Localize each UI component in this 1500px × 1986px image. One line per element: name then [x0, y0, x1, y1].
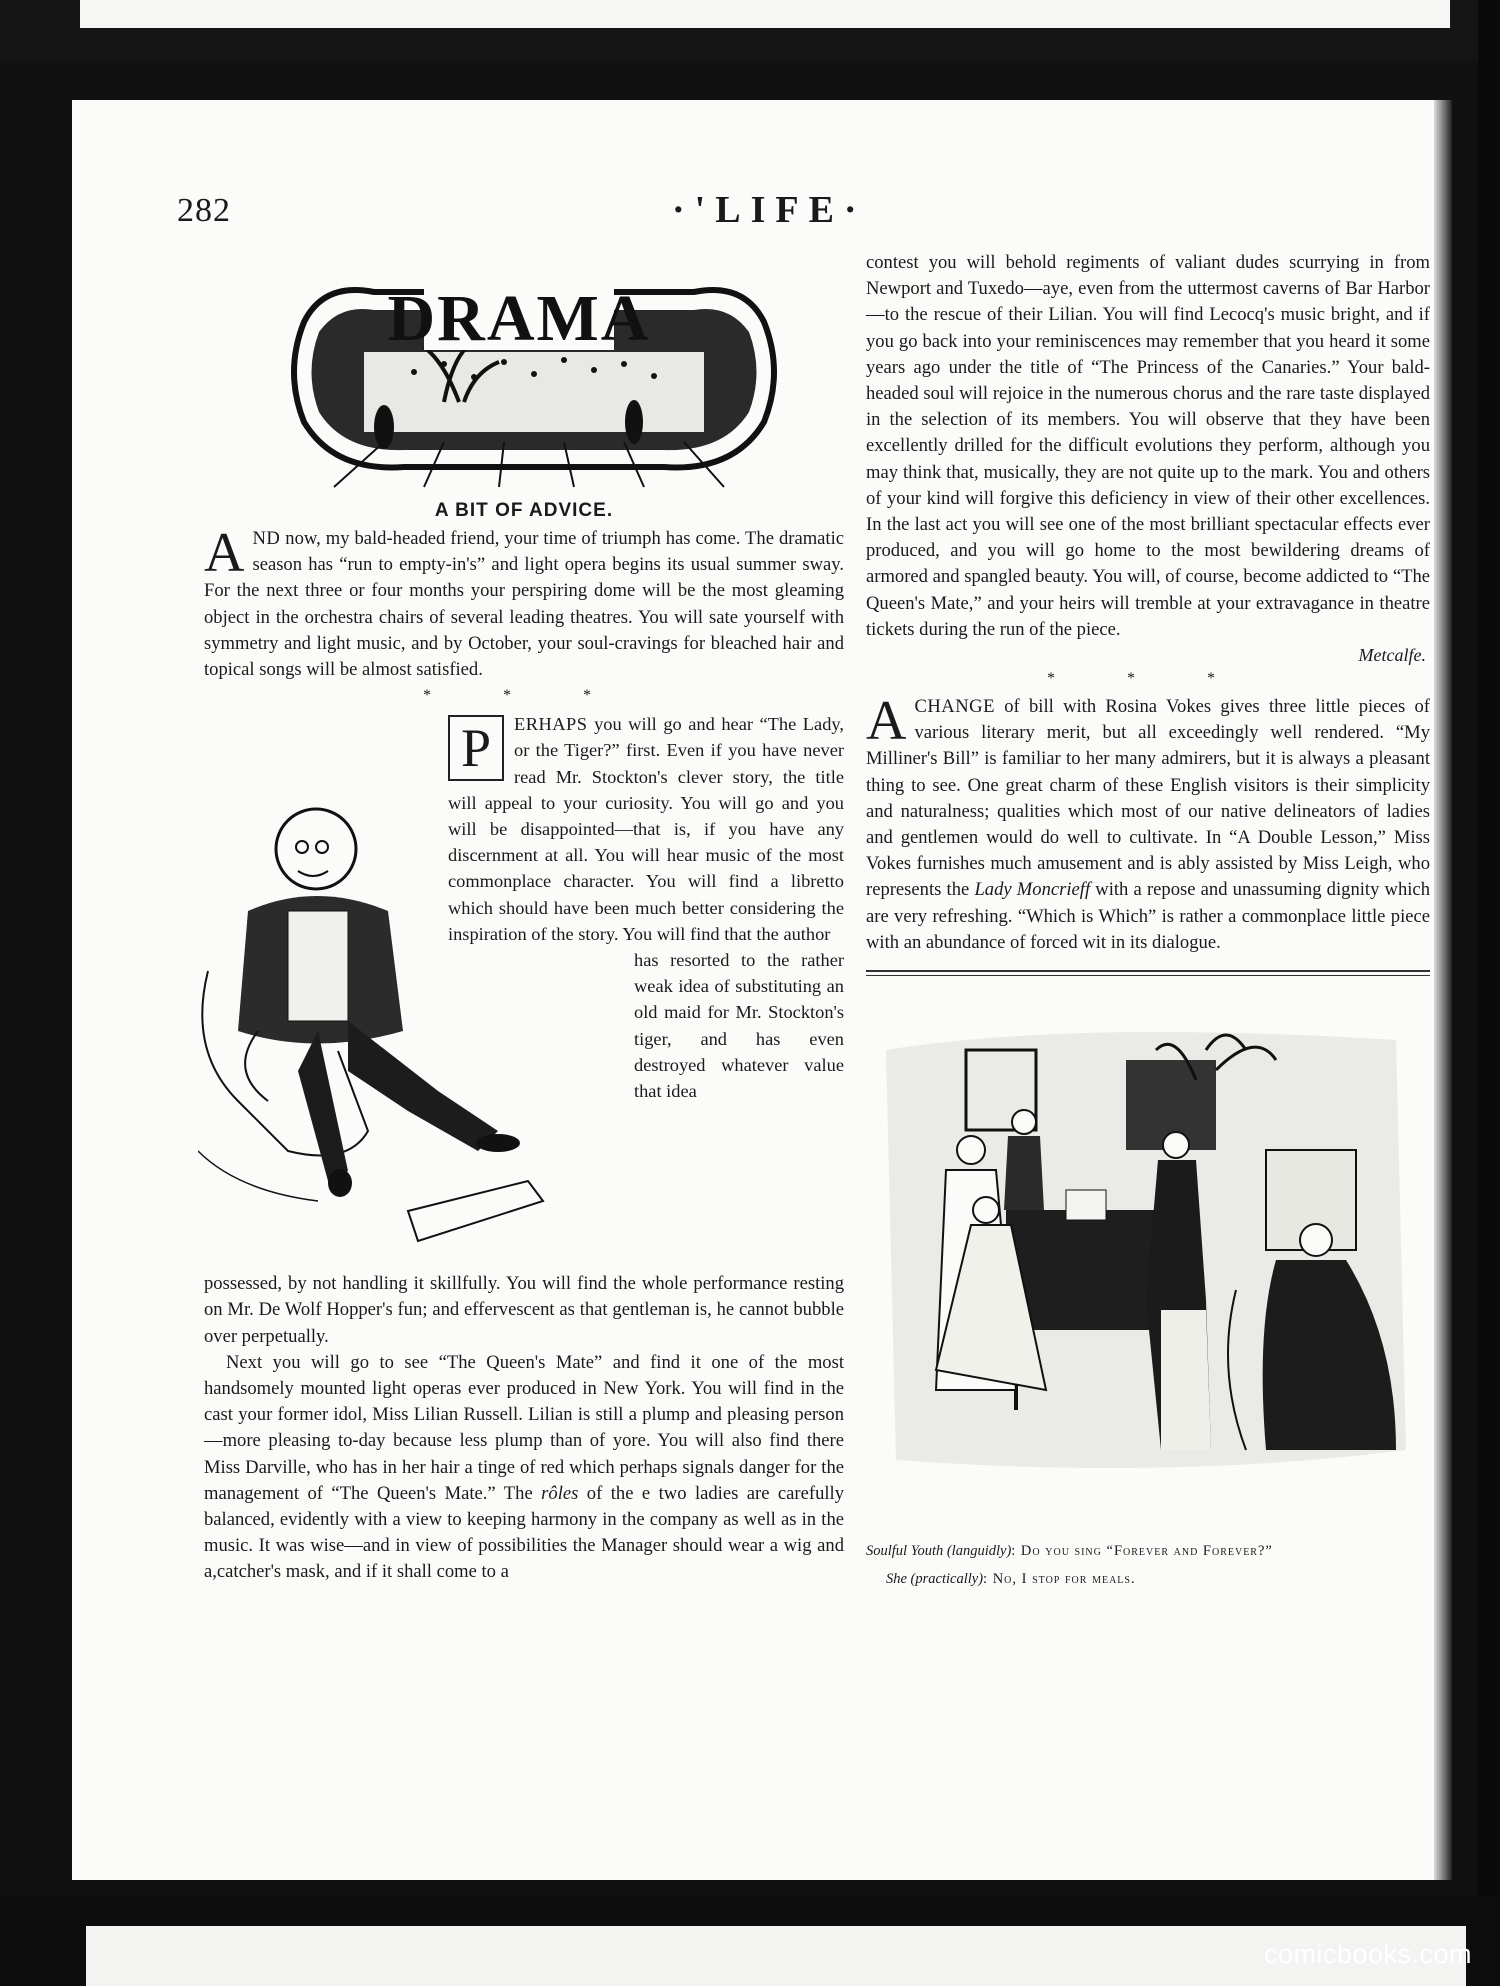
- hopper-smallcaps: ERHAPS: [514, 714, 588, 735]
- author-signature: Metcalfe.: [1358, 645, 1426, 666]
- caption-2-text: : No, I stop for meals.: [983, 1571, 1136, 1588]
- hopper-section: [204, 711, 844, 1271]
- caption-line-2: [866, 1566, 1430, 1592]
- drama-banner-illustration: [274, 252, 794, 492]
- vokes-role: Lady Moncrieff: [974, 879, 1091, 901]
- hopper-body-1: you will go and hear “The Lady, or the Tiger?” first. Even if you have never read Mr. Stockton's clever story, the title will appeal to your curiosity. You will go and you will be disappointed—that is, if you have any discernment at all. You will hear music of the most commonplace character. You will find a libretto which should have been much better considering the inspiration of the story. You will find that the author: [448, 714, 844, 944]
- queens-mate-body-a: Next you will go to see “The Queen's Mate” and find it one of the most handsomely mounted light operas ever produced in New York. You will find in the cast your former idol, Miss Lilian Russell. Lilian is still a plump and pleasing person—more pleasing to-day because less plump than of yore. You will also find there Miss Darville, who has in her hair a tinge of red which perhaps signals danger for the management of “The Queen's Mate.” The: [204, 1351, 844, 1504]
- hopper-text: [448, 711, 844, 1104]
- vokes-smallcaps: CHANGE: [914, 696, 995, 718]
- caption-1-speaker: Soulful Youth (languidly): [866, 1543, 1012, 1560]
- hopper-drop-cap: P: [448, 715, 504, 781]
- queens-mate-roles: rôles: [541, 1482, 579, 1504]
- intro-smallcaps: ND: [252, 528, 281, 549]
- caption-1-text: : Do you sing “Forever and Forever?”: [1011, 1543, 1273, 1560]
- right-column: [866, 250, 1430, 1592]
- vokes-body-a: of bill with Rosina Vokes gives three little pieces of various literary merit, but all exceedingly well rendered. “My Milliner's Bill” is familiar to her many admirers, but it is always a pleasant thing to see. One great charm of these English visitors is their simplicity and naturalness; qualities which most of our native delineators of ladies and gentlemen would do well to cultivate. In “A Double Lesson,” Miss Vokes furnishes much amusement and is ably assisted by Miss Leigh, who represents the: [866, 696, 1430, 901]
- vokes-drop-cap: A: [866, 690, 907, 753]
- section-divider-stars: * * *: [423, 687, 625, 705]
- left-column: [204, 250, 844, 1586]
- column-double-rule: [866, 970, 1430, 976]
- magazine-page: [72, 100, 1452, 1880]
- masthead-title: ·'LIFE·: [672, 189, 867, 231]
- drama-banner-title: DRAMA: [387, 282, 651, 355]
- scan-right-border: [1478, 0, 1500, 1986]
- page-number: 282: [177, 192, 231, 229]
- site-watermark: comicbooks.com: [1263, 1939, 1472, 1969]
- queens-mate-body-b: of the e two ladies are carefully balanced, evidently with a view to keeping harmony in the company as well as in the music. It was wise—and in view of possibilities the Manager should wear a wig and a,catcher's mask, and if it shall come to a: [204, 1482, 844, 1583]
- hopper-paragraph-top: [448, 711, 844, 947]
- hopper-paragraph-narrow: has resorted to the rather weak idea of substituting an old maid for Mr. Stockton's tiger, and has even destroyed whatever value that idea: [634, 950, 844, 1102]
- caption-2-speaker: She (practically): [886, 1571, 984, 1588]
- continued-paragraph: contest you will behold regiments of valiant dudes scurrying in from Newport and Tuxedo—aye, even from the uttermost caverns of Bar Harbor—to the rescue of their Lilian. You will find Lecocq's music bright, and if you go back into your reminiscences may remember that you heard it some years ago under the title of “The Princess of the Canaries.” Your bald-headed soul will rejoice in the numerous chorus and the rare taste displayed in the selection of its members. You will observe that they have been excellently drilled for the difficult evolutions they perform, although you may think that, musically, they are not quite up to the mark. You and others of your kind will forgive this deficiency in view of their other excellences. In the last act you will see one of the most brilliant spectacular effects ever produced, and you will go home to the most bewildering dreams of armored and spangled beauty. You will, of course, become addicted to “The Queen's Mate,” and your heirs will tremble at your extravagance in theatre tickets during the run of the piece.: [866, 252, 1430, 640]
- next-page-edge: [86, 1926, 1466, 1986]
- intro-paragraph: [204, 522, 844, 683]
- caption-line-1: [866, 1538, 1430, 1564]
- parlour-piano-scene-illustration: [876, 1010, 1416, 1510]
- intro-body: now, my bald-headed friend, your time of triumph has come. The dramatic season has “run to empty-in's” and light opera begins its usual summer sway. For the next three or four months your perspiring dome will be the most gleaming object in the orchestra chairs of several leading theatres. You will sate yourself with symmetry and light music, and by October, your soul-cravings for bleached hair and topical songs will be almost satisfied.: [204, 528, 844, 681]
- queens-mate-paragraph: [204, 1350, 844, 1586]
- section-divider-stars-right: * * *: [1047, 670, 1249, 688]
- hopper-paragraph-end: possessed, by not handling it skillfully. You will find the whole performance resting on Mr. De Wolf Hopper's fun; and effervescent as that gentleman is, he cannot bubble over perpetually.: [204, 1273, 844, 1347]
- page-fold-shadow: [1434, 100, 1452, 1880]
- vokes-paragraph: [866, 690, 1430, 956]
- article-heading: A BIT OF ADVICE.: [434, 500, 614, 521]
- vokes-body-b: with a repose and unassuming dignity which are very refreshing. “Which is Which” is rather a commonplace little piece with an abundance of forced wit in its dialogue.: [866, 879, 1430, 953]
- previous-page-edge: [80, 0, 1450, 28]
- intro-drop-cap: A: [204, 522, 245, 584]
